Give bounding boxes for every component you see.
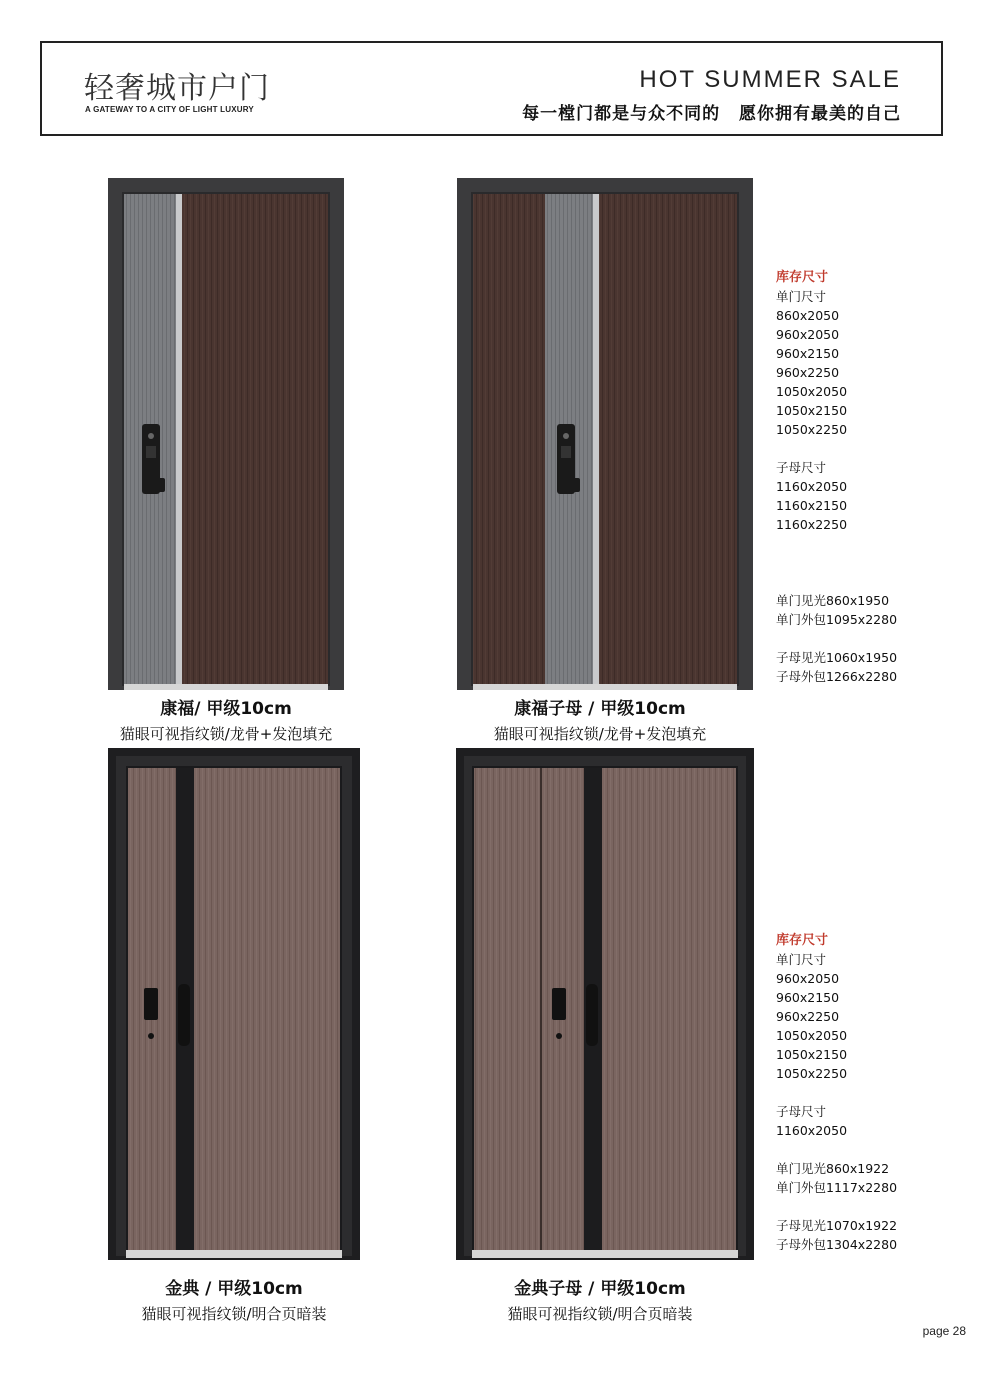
door-image-kangfu: [108, 178, 344, 690]
slogan: 每一樘门都是与众不同的 愿你拥有最美的自己: [522, 104, 901, 124]
brand-title: 轻奢城市户门: [84, 71, 270, 106]
spec-opening: 单门见光860x1950: [776, 593, 890, 608]
spec-opening: 子母见光1070x1922: [776, 1218, 898, 1233]
spec-size: 1160x2250: [776, 517, 848, 532]
product-caption-jindian-zimu: [460, 1274, 740, 1324]
product-name: 康福子母 / 甲级10cm: [514, 699, 686, 719]
product-name: 康福/ 甲级10cm: [160, 699, 292, 719]
spec-size: 1050x2150: [776, 403, 848, 418]
page-header: [40, 41, 943, 136]
product-features: 猫眼可视指纹锁/龙骨+发泡填充: [493, 725, 707, 743]
product-caption-jindian: [100, 1274, 368, 1324]
product-caption-kangfu-zimu: [460, 694, 740, 744]
door-image-kangfu-zimu: [457, 178, 753, 690]
spec-size: 1050x2250: [776, 1066, 848, 1081]
product-features: 猫眼可视指纹锁/龙骨+发泡填充: [119, 725, 333, 743]
product-features: 猫眼可视指纹锁/明合页暗装: [141, 1305, 327, 1323]
sale-title: HOT SUMMER SALE: [639, 66, 901, 93]
product-caption-kangfu: [100, 694, 352, 744]
spec-outer: 单门外包1095x2280: [776, 612, 898, 627]
spec-outer: 子母外包1304x2280: [776, 1237, 898, 1252]
spec-size: 960x2250: [776, 365, 840, 380]
product-name: 金典 / 甲级10cm: [165, 1279, 303, 1299]
spec-size: 960x2150: [776, 990, 840, 1005]
spec-opening: 单门见光860x1922: [776, 1161, 890, 1176]
spec-size: 1160x2150: [776, 498, 848, 513]
spec-size: 1160x2050: [776, 479, 848, 494]
product-name: 金典子母 / 甲级10cm: [514, 1279, 686, 1299]
spec-size: 1050x2050: [776, 384, 848, 399]
brand-subtitle: A GATEWAY TO A CITY OF LIGHT LUXURY: [85, 105, 254, 114]
spec-outer: 子母外包1266x2280: [776, 669, 898, 684]
spec-label: 子母尺寸: [776, 460, 827, 475]
spec-size: 1050x2050: [776, 1028, 848, 1043]
spec-list-top: [776, 268, 897, 686]
spec-size: 960x2050: [776, 971, 840, 986]
spec-label: 单门尺寸: [776, 952, 827, 967]
spec-size: 1160x2050: [776, 1123, 848, 1138]
spec-list-bottom: [776, 931, 897, 1254]
spec-size: 1050x2250: [776, 422, 848, 437]
spec-outer: 单门外包1117x2280: [776, 1180, 898, 1195]
spec-label: 子母尺寸: [776, 1104, 827, 1119]
spec-label: 单门尺寸: [776, 289, 827, 304]
spec-size: 860x2050: [776, 308, 840, 323]
door-image-jindian-zimu: [456, 748, 754, 1260]
product-features: 猫眼可视指纹锁/明合页暗装: [507, 1305, 693, 1323]
spec-size: 960x2150: [776, 346, 840, 361]
door-image-jindian: [108, 748, 360, 1260]
page-number: page 28: [922, 1324, 966, 1338]
spec-heading: 库存尺寸: [776, 933, 829, 948]
spec-size: 960x2250: [776, 1009, 840, 1024]
spec-heading: 库存尺寸: [776, 270, 829, 285]
spec-opening: 子母见光1060x1950: [776, 650, 898, 665]
spec-size: 960x2050: [776, 327, 840, 342]
spec-size: 1050x2150: [776, 1047, 848, 1062]
